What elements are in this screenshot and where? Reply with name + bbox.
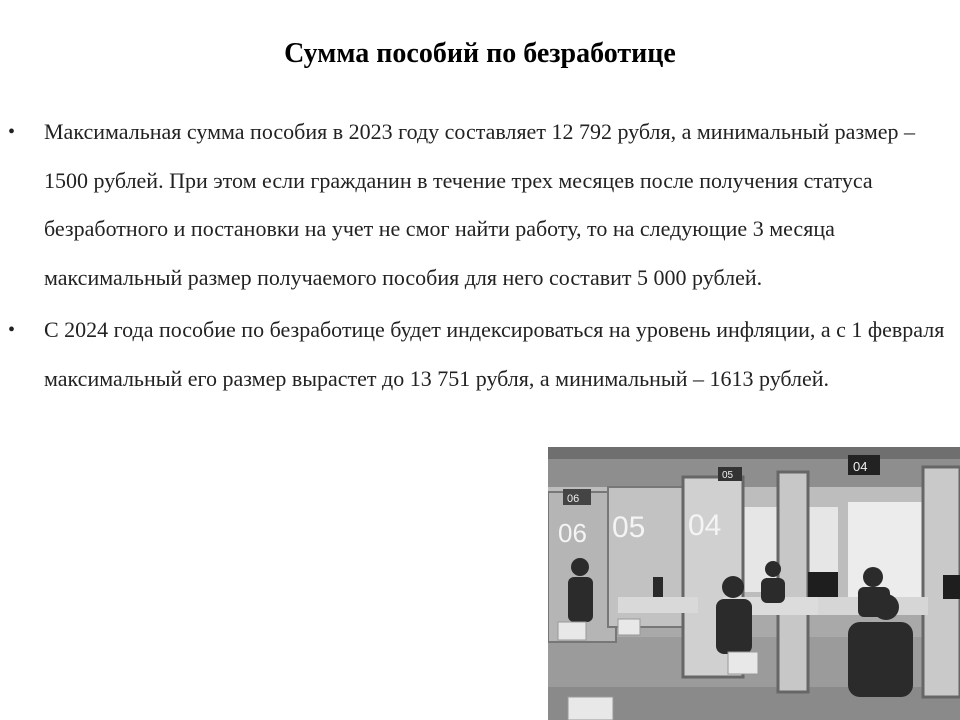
bullet-item [0,108,940,302]
desk-number: 06 [558,518,587,548]
sign-number: 04 [853,459,868,474]
bullet-text: Максимальная сумма пособия в 2023 году составляет 12 792 рубля, а минимальный размер – 1500 рублей. При этом если гражданин в течение трех месяцев после получения статуса безработного и постановки на учет не смог найти работу, то на следующие 3 месяца максимальный размер получаемого пособия для него составит 5 000 рублей. [44,119,916,290]
bullet-marker: • [8,121,16,143]
employment-office-photo [548,447,960,720]
sign-number: 05 [722,470,734,481]
bullet-list [0,108,960,403]
bullet-text: С 2024 года пособие по безработице будет индексироваться на уровень инфляции, а с 1 февраля максимальный его размер вырастет до 13 751 рубля, а минимальный – 1613 рублей. [44,317,945,391]
sign-number: 06 [567,493,580,505]
bullet-marker: • [8,319,16,341]
desk-number: 05 [612,511,646,544]
bullet-item [0,306,954,403]
desk-number: 04 [688,509,722,542]
slide-title: Сумма пособий по безработице [284,38,676,69]
